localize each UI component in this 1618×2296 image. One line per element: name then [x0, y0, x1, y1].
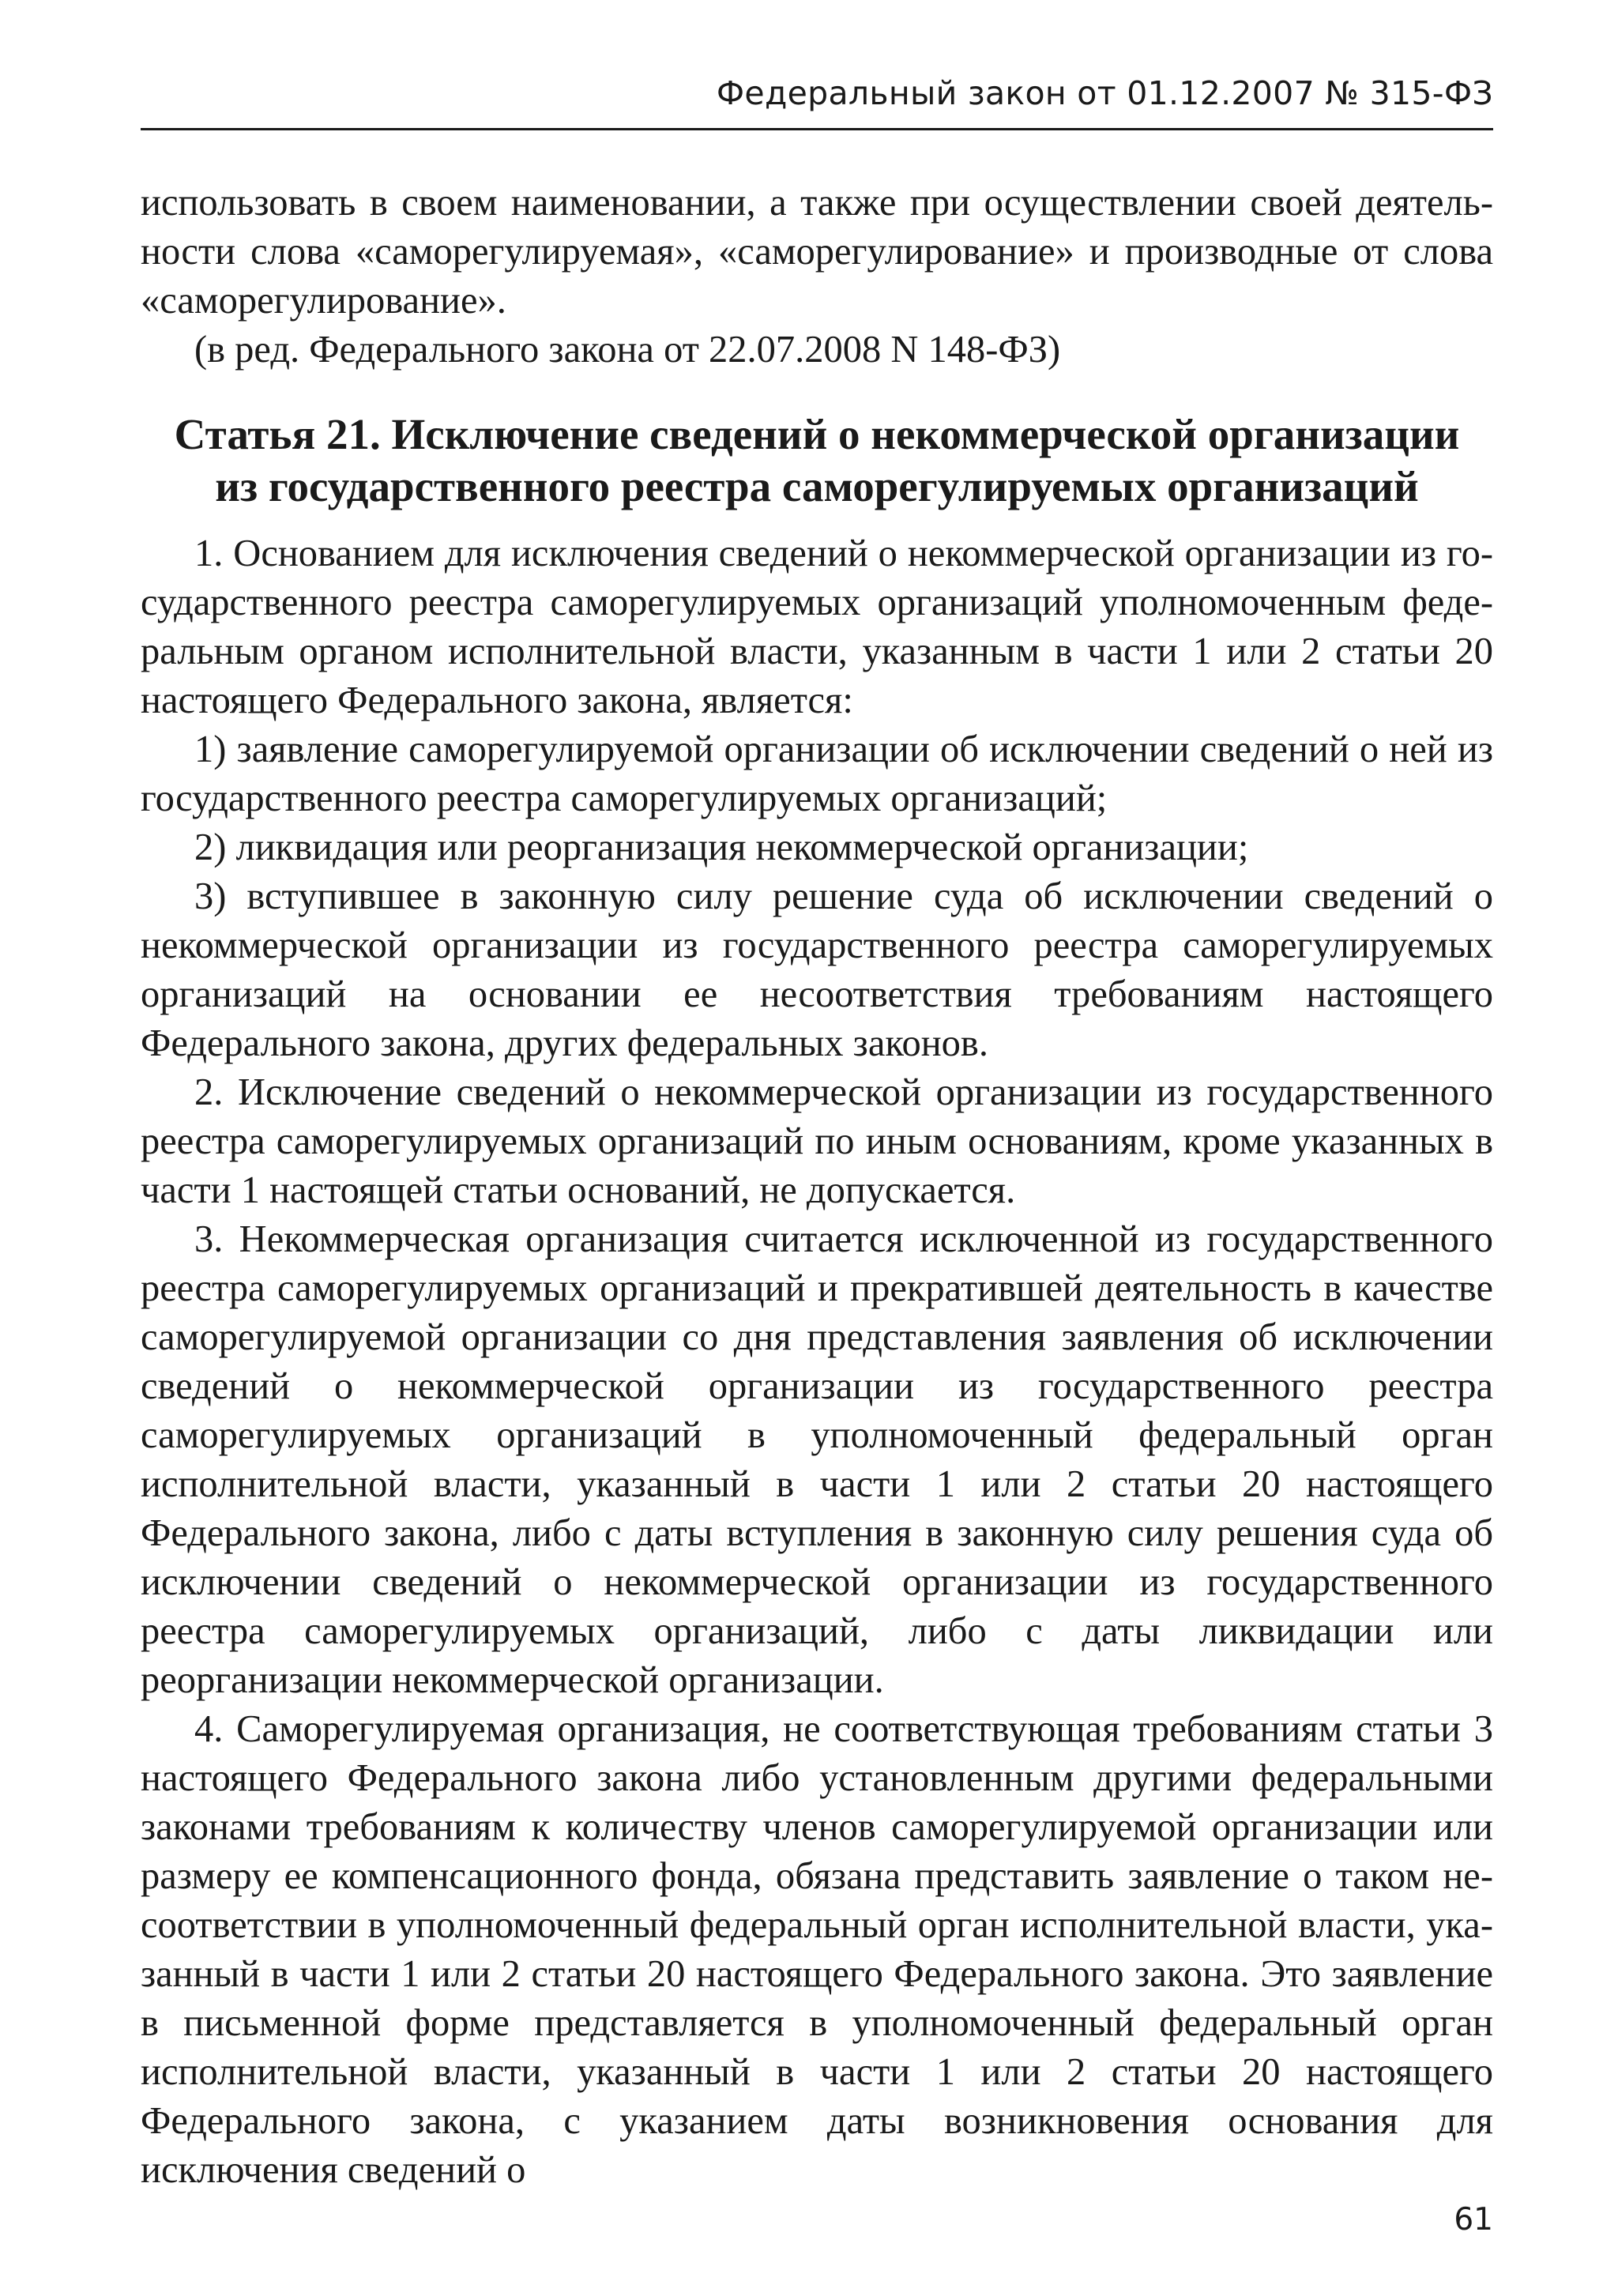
running-header: Федеральный закон от 01.12.2007 № 315-ФЗ	[716, 74, 1493, 112]
header-divider	[141, 128, 1493, 130]
article-heading-line-1: Статья 21. Исключение сведений о некоммерческой организации	[174, 410, 1460, 458]
article-paragraph-2: 2. Исключение сведений о некоммерческой организации из государственного реестра саморегулируемых организаций по иным основаниям, кроме указанных в части 1 настоящей статьи оснований, не допускается.	[141, 1071, 1493, 1211]
amendment-note: (в ред. Федерального закона от 22.07.2008 N 148-ФЗ)	[194, 329, 1061, 371]
article-heading-line-2: из государственного реестра саморегулируемых организаций	[215, 462, 1419, 510]
article-item-2: 2) ликвидация или реорганизация некоммерческой организации;	[194, 826, 1249, 868]
page-body	[141, 179, 1493, 2195]
page-number: 61	[1454, 2202, 1493, 2238]
document-page	[141, 0, 1493, 2296]
article-heading	[141, 408, 1493, 513]
article-paragraph-4: 4. Саморегулируемая организация, не соответствующая требованиям статьи 3 настоящего Федерального закона либо установленным другими федеральными законами требованиям к количеству членов саморегулируемой организации или размеру ее компенсационного фонда, обязана представить заявление о таком несоответствии в уполномоченный федеральный орган исполнительной власти, указанный в части 1 или 2 статьи 20 настоящего Федерального закона. Это заявление в письменной форме представляется в уполномоченный федеральный орган исполнительной власти, указанный в части 1 или 2 статьи 20 настоящего Федерального закона, с указанием даты возникновения основания для исключения сведений о	[141, 1708, 1493, 2191]
continuation-paragraph: использовать в своем наименовании, а также при осуществлении своей деятельности слова «саморегулируемая», «саморегулирование» и производные от слова «саморегулирование».	[141, 182, 1493, 322]
article-item-3: 3) вступившее в законную силу решение суда об исключении сведений о некоммерческой организации из государственного реестра саморегулируемых организаций на основании ее несоответствия требованиям настоящего Федерального закона, других федеральных законов.	[141, 875, 1493, 1064]
article-paragraph-1: 1. Основанием для исключения сведений о некоммерческой организации из государственного реестра саморегулируемых организаций уполномоченным федеральным органом исполнительной власти, указанным в части 1 или 2 статьи 20 настоящего Федерального закона, является:	[141, 533, 1493, 721]
article-paragraph-3: 3. Некоммерческая организация считается исключенной из государственного реестра саморегулируемых организаций и прекратившей деятельность в качестве саморегулируемой организации со дня представления заявления об исключении сведений о некоммерческой организации из государственного реестра саморегулируемых организаций в уполномоченный федеральный орган исполнительной власти, указанный в части 1 или 2 статьи 20 настоящего Федерального закона, либо с даты вступления в законную силу решения суда об исключении сведений о некоммерческой организации из государственного реестра саморегулируемых организаций, либо с даты ликвидации или реорганизации некоммерческой организации.	[141, 1218, 1493, 1701]
article-item-1: 1) заявление саморегулируемой организации об исключении сведений о ней из государственного реестра саморегулируемых организаций;	[141, 728, 1493, 819]
